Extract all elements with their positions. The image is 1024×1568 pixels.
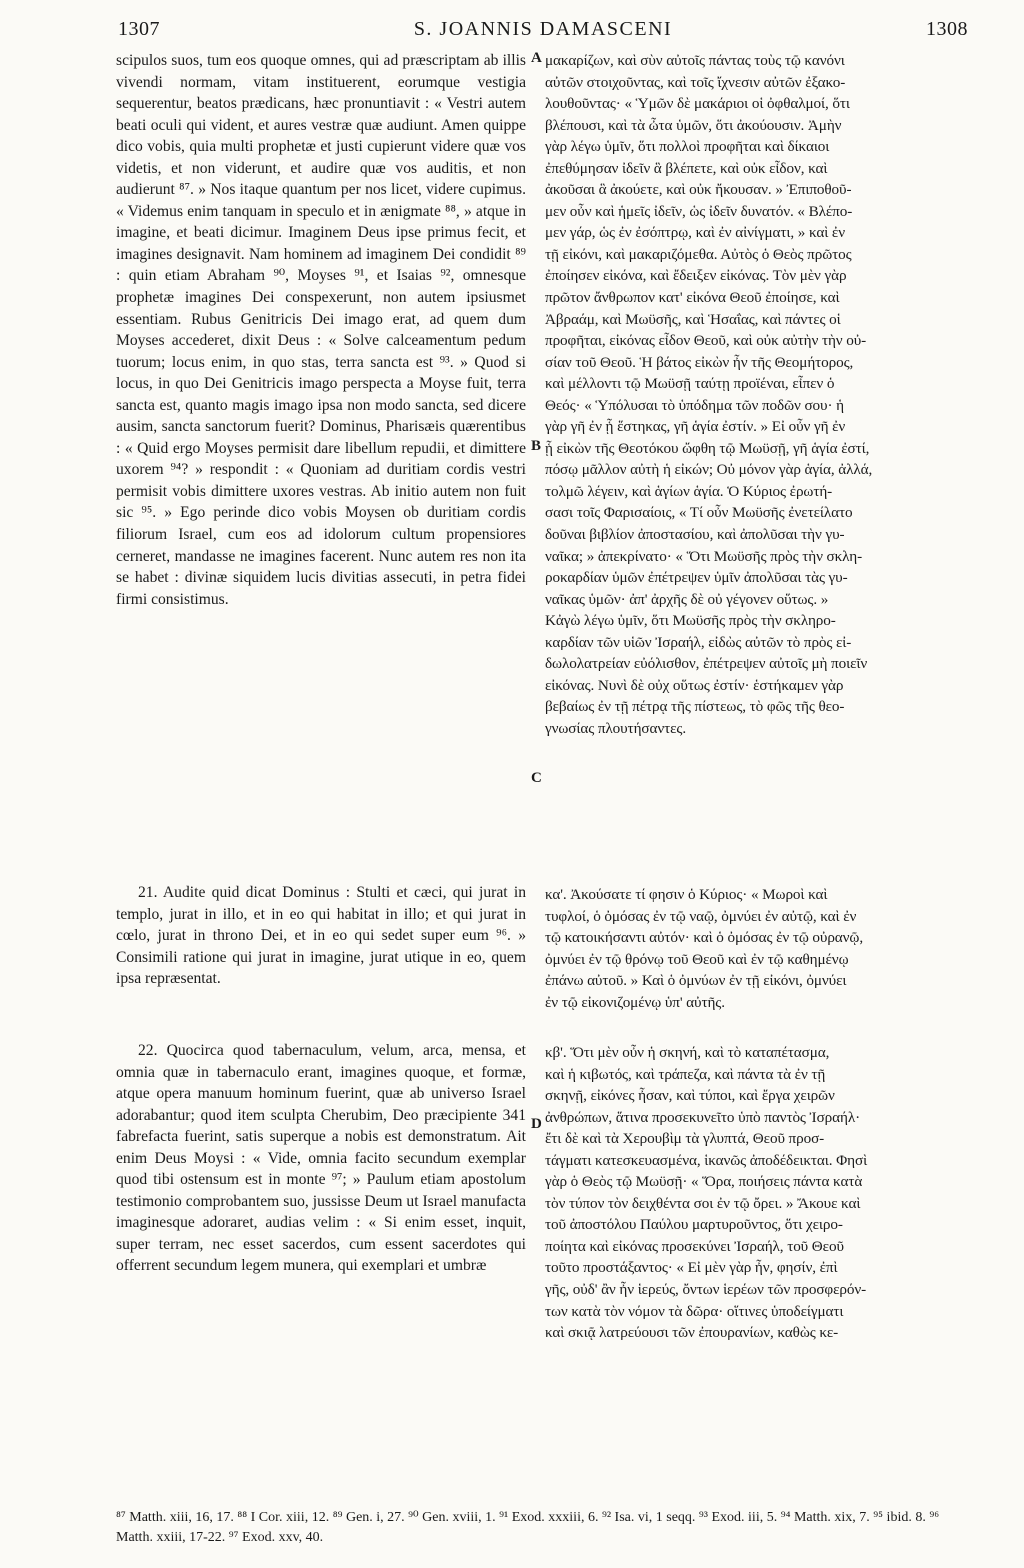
running-title: S. JOANNIS DAMASCENI xyxy=(413,18,673,40)
greek-line: πόσῳ μᾶλλον αὐτὴ ἡ εἰκών; Οὐ μόνον γὰρ ἁγία, ἀλλά, xyxy=(545,461,873,479)
greek-line: γῆς, οὐδ' ἂν ἦν ἱερεύς, ὄντων ἱερέων τῶν προσφερόν- xyxy=(545,1281,867,1299)
greek-line: δοῦναι βιβλίον ἀποστασίου, καὶ ἀπολῦσαι τὴν γυ- xyxy=(545,526,845,544)
greek-line: γὰρ γῆ ἐν ᾗ ἕστηκας, γῆ ἁγία ἐστίν. » Εἰ οὖν γῆ ἐν xyxy=(545,418,846,436)
greek-line: τυφλοί, ὁ ὀμόσας ἐν τῷ ναῷ, ὀμνύει ἐν αὐτῷ, καὶ ἐν xyxy=(545,907,857,925)
column-marker-c: C xyxy=(531,770,542,786)
greek-section-main xyxy=(545,50,959,740)
greek-line: εἰκόνας. Νυνὶ δὲ οὐχ οὕτως ἐστίν· ἑστήκαμεν γὰρ xyxy=(545,676,844,694)
greek-line: καὶ σκιᾷ λατρεύουσι τῶν ἐπουρανίων, καθὼς κε- xyxy=(545,1324,839,1342)
greek-line: κβ'. Ὅτι μὲν οὖν ἡ σκηνή, καὶ τὸ καταπέτασμα, xyxy=(545,1044,830,1061)
greek-section-22 xyxy=(545,1042,959,1344)
greek-line: καὶ ἡ κιβωτός, καὶ τράπεζα, καὶ πάντα τὰ ἐν τῇ xyxy=(545,1065,826,1083)
greek-column-21 xyxy=(545,884,959,1013)
greek-line: λουθοῦντας· « Ὑμῶν δὲ μακάριοι οἱ ὀφθαλμοί, ὅτι xyxy=(545,95,850,113)
column-marker-b: B xyxy=(531,438,542,454)
greek-line: ναῖκας ὑμῶν· ἀπ' ἀρχῆς δὲ οὐ γέγονεν οὕτως. » xyxy=(545,590,829,608)
page-number-right: 1308 xyxy=(926,18,968,40)
greek-line: τὸν τύπον τὸν δειχθέντα σοι ἐν τῷ ὄρει. » Ἄκουε καὶ xyxy=(545,1194,861,1212)
greek-line: γὰρ λέγω ὑμῖν, ὅτι πολλοὶ προφῆται καὶ δίκαιοι xyxy=(545,138,830,156)
greek-line: Ἀβραάμ, καὶ Μωϋσῆς, καὶ Ἡσαΐας, καὶ πάντες οἱ xyxy=(545,310,841,328)
greek-line: σκηνῇ, εἰκόνες ἦσαν, καὶ τύποι, καὶ ἔργα χειρῶν xyxy=(545,1087,835,1105)
greek-line: βεβαίως ἐν τῇ πέτρᾳ τῆς πίστεως, τὸ φῶς τῆς θεο- xyxy=(545,698,845,716)
greek-line: κα'. Ἀκούσατε τί φησιν ὁ Κύριος· « Μωροὶ καὶ xyxy=(545,886,828,903)
greek-line: ᾗ εἰκὼν τῆς Θεοτόκου ὤφθη τῷ Μωϋσῇ, γῆ ἁγία ἐστί, xyxy=(545,439,870,457)
column-marker-a: A xyxy=(531,50,542,66)
column-marker-d: D xyxy=(531,1116,542,1132)
footnotes: ⁸⁷ Matth. xiii, 16, 17. ⁸⁸ I Cor. xiii, 12. ⁸⁹ Gen. i, 27. ⁹⁰ Gen. xviii, 1. ⁹¹ Exod. xxxiii, 6. ⁹² Isa. vi, 1 seqq. ⁹³ Exod. iii, 5. ⁹⁴ Matth. xix, 7. ⁹⁵ ibid. 8. ⁹⁶ Matth. xxiii, 17-22. ⁹⁷ Exod. xxv, 40. xyxy=(116,1510,940,1545)
greek-line: ροκαρδίαν ὑμῶν ἐπέτρεψεν ὑμῖν ἀπολῦσαι τὰς γυ- xyxy=(545,569,848,587)
greek-line: προφῆται, εἰκόνας εἶδον Θεοῦ, καὶ οὐκ αὐτὴν τὴν οὐ- xyxy=(545,332,867,350)
greek-column xyxy=(545,50,959,740)
greek-line: ἀκοῦσαι ἃ ἀκούετε, καὶ οὐκ ἤκουσαν. » Ἐπιποθοῦ- xyxy=(545,181,852,199)
greek-column-22 xyxy=(545,1042,959,1344)
greek-line: σασι τοῖς Φαρισαίοις, « Τί οὖν Μωϋσῆς ἐνετείλατο xyxy=(545,504,853,522)
latin-paragraph-22: 22. Quocirca quod tabernaculum, velum, arca, mensa, et omnia quæ in tabernaculo erant, imagines quoque, et formæ, atque opera manuum hominum fuerint, quæ ab universo Israel adorabantur; quod item sculpta Cherubim, Deo præcipiente 341 fabrefacta fuerint, satis superque a nobis est demonstratum. Ait enim Deus Moysi : « Vide, omnia facito secundum exemplar quod tibi ostensum est in monte ⁹⁷; » Paulum etiam apostolum testimonio comprobantem suo, jussisse Deum ut Israel manufacta imaginesque adoraret, audias velim : « Si enim esset, inquit, super terram, nec esset sacerdos, cum essent sacerdotes qui offerrent secundum legem munera, qui exemplari et umbræ xyxy=(116,1042,526,1275)
greek-line: Κἀγὼ λέγω ὑμῖν, ὅτι Μωϋσῆς πρὸς τὴν σκληρο- xyxy=(545,612,836,630)
greek-section-21 xyxy=(545,884,959,1013)
greek-line: των κατὰ τὸν νόμον τὰ δῶρα· οἵτινες ὑποδείγματι xyxy=(545,1302,844,1320)
greek-line: ἐπεθύμησαν ἰδεῖν ἃ βλέπετε, καὶ οὐκ εἶδον, καὶ xyxy=(545,159,828,177)
greek-line: πρῶτον ἄνθρωπον κατ' εἰκόνα Θεοῦ ἐποίησε, καὶ xyxy=(545,289,840,307)
latin-paragraph-21: 21. Audite quid dicat Dominus : Stulti et cæci, qui jurat in templo, jurat in illo, et in eo qui habitat in illo; et qui jurat in cœlo, jurat in throno Dei, et in eo qui sedet super eum ⁹⁶. » Consimili ratione qui jurat in imagine, jurat utique in eo, quem ipsa repræsentat. xyxy=(116,884,526,988)
greek-line: τῷ κατοικήσαντι αὐτόν· καὶ ὁ ὀμόσας ἐν τῷ οὐρανῷ, xyxy=(545,929,864,947)
greek-line: τοῦ ἀποστόλου Παύλου μαρτυροῦντος, ὅτι χειρο- xyxy=(545,1216,843,1234)
greek-line: τολμῶ λέγειν, καὶ ἁγίων ἁγία. Ὁ Κύριος ἐρωτή- xyxy=(545,482,833,500)
running-header xyxy=(118,16,968,46)
latin-column xyxy=(116,50,526,1470)
greek-line: Θεός· « Ὑπόλυσαι τὸ ὑπόδημα τῶν ποδῶν σου· ἡ xyxy=(545,396,844,414)
greek-line: ναῖκα; » ἀπεκρίνατο· « Ὅτι Μωϋσῆς πρὸς τὴν σκλη- xyxy=(545,547,863,565)
greek-line: καρδίαν τῶν υἱῶν Ἰσραήλ, εἰδὼς αὐτῶν τὸ πρὸς εἰ- xyxy=(545,633,852,651)
greek-line: αὐτῶν στοιχοῦντας, καὶ τοῖς ἴχνεσιν αὐτῶν ἐξακο- xyxy=(545,73,846,91)
greek-line: βλέπουσι, καὶ τὰ ὦτα ὑμῶν, ὅτι ἀκούουσιν. Ἀμὴν xyxy=(545,116,842,134)
page-number-left: 1307 xyxy=(118,18,160,40)
greek-line: ὀμνύει ἐν τῷ θρόνῳ τοῦ Θεοῦ καὶ ἐν τῷ καθημένῳ xyxy=(545,950,849,968)
greek-line: μακαρίζων, καὶ σὺν αὐτοῖς πάντας τοὺς τῷ κανόνι xyxy=(545,52,845,69)
greek-line: μεν οὖν καὶ ἡμεῖς ἰδεῖν, ὡς ἰδεῖν δυνατόν. « Βλέπο- xyxy=(545,202,853,220)
greek-line: τῇ εἰκόνι, καὶ μακαριζόμεθα. Αὐτὸς ὁ Θεὸς πρῶτος xyxy=(545,245,852,263)
greek-line: δωλολατρείαν εὐόλισθον, ἐπέτρεψεν αὐτοῖς μὴ ποιεῖν xyxy=(545,655,868,673)
greek-line: σίαν τοῦ Θεοῦ. Ἡ βάτος εἰκὼν ἦν τῆς Θεομήτορος, xyxy=(545,353,854,371)
latin-paragraph-1: scipulos suos, tum eos quoque omnes, qui ad præscriptam ab illis vivendi normam, vitam instituerent, eorumque vestigia sequerentur, beatos prædicans, hæc pronuntiavit : « Vestri autem beati oculi qui vident, et aures vestræ quæ audiunt. Amen quippe dico vobis, quia multi prophetæ et justi cupierunt videre quæ vos videtis, et non viderunt, et audire quæ vos auditis, et non audierunt ⁸⁷. » Nos itaque quantum per nos licet, videre cupimus. « Videmus enim tanquam in speculo et in ænigmate ⁸⁸, » atque in imagine, et beati dicimur. Imaginem Deus ipse primus fecit, et imagines designavit. Nam hominem ad imaginem Dei condidit ⁸⁹ : quin etiam Abraham ⁹⁰, Moyses ⁹¹, et Isaias ⁹², omnesque prophetæ imagines Dei conspexerunt, non autem ipsiusmet essentiam. Rubus Genitricis Dei imago erat, ad quem dum Moyses accederet, dixit Deus : « Solve calceamentum pedum tuorum; locus enim, in quo stas, terra sancta est ⁹³. » Quod si locus, in quo Dei Genitricis imago perspecta a Moyse fuit, terra sancta est, quanto magis imago ipsa non modo sancta, sed dicere ausim, sancta sanctorum fuerit? Dominus, Pharisæis quærentibus : « Quid ergo Moyses permisit dare libellum repudii, et dimittere uxorem ⁹⁴? » respondit : « Quoniam ad duritiam cordis vestri permisit vobis dimittere uxores vestras. Ab initio autem non fuit sic ⁹⁵. » Ego perinde dico vobis Moysen ob duritiam cordis filiorum Israel, cum eos ad idolorum cultum propensiores cerneret, mandasse ne imagines facerent. Nunc autem res non ita se habet : divinæ siquidem lucis divitias assecuti, in petra fidei firmi consistimus. xyxy=(116,52,526,608)
greek-line: ἐποίησεν εἰκόνα, καὶ ἔδειξεν εἰκόνας. Τὸν μὲν γὰρ xyxy=(545,267,847,285)
greek-line: ἔτι δὲ καὶ τὰ Χερουβὶμ τὰ γλυπτά, Θεοῦ προσ- xyxy=(545,1130,825,1148)
greek-line: γνωσίας πλουτήσαντες. xyxy=(545,719,687,737)
greek-line: τάγματι κατεσκευασμένα, ἱκανῶς ἀποδέδεικται. Φησὶ xyxy=(545,1151,868,1169)
greek-line: ποίητα καὶ εἰκόνας προσεκύνει Ἰσραήλ, τοῦ Θεοῦ xyxy=(545,1237,844,1255)
greek-line: ἐπάνω αὐτοῦ. » Καὶ ὁ ὀμνύων ἐν τῇ εἰκόνι, ὀμνύει xyxy=(545,972,847,990)
greek-line: καὶ μέλλοντι τῷ Μωϋσῇ ταύτῃ προϊέναι, εἶπεν ὁ xyxy=(545,375,835,393)
greek-line: μεν γάρ, ὡς ἐν ἐσόπτρῳ, καὶ ἐν αἰνίγματι, » καὶ ἐν xyxy=(545,224,845,242)
greek-line: ἐν τῷ εἰκονιζομένῳ ὑπ' αὐτῆς. xyxy=(545,993,725,1011)
greek-line: ἀνθρώπων, ἅτινα προσεκυνεῖτο ὑπὸ παντὸς Ἰσραήλ· xyxy=(545,1108,861,1126)
greek-line: τοῦτο προστάξαντος· « Εἰ μὲν γὰρ ἦν, φησίν, ἐπὶ xyxy=(545,1259,838,1277)
greek-line: γὰρ ὁ Θεὸς τῷ Μωϋσῇ· « Ὅρα, ποιήσεις πάντα κατὰ xyxy=(545,1173,863,1191)
